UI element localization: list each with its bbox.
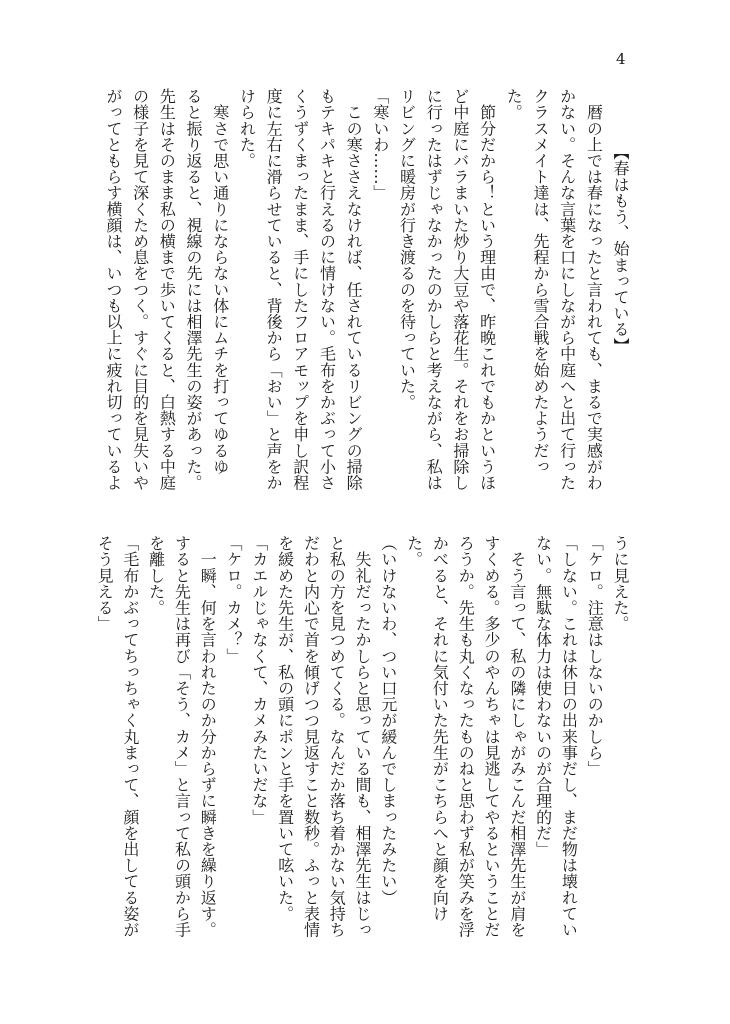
section-title: 【春はもう、始まっている】 bbox=[611, 144, 630, 354]
page-number: 4 bbox=[616, 50, 626, 68]
text-line: 「ケロ。注意はしないのかしら」 bbox=[585, 535, 605, 777]
text-line: た。 bbox=[404, 535, 424, 568]
text-line: かない。そんな言葉を口にしながら中庭へと出て行った bbox=[557, 88, 577, 491]
text-line: そう見える」 bbox=[95, 535, 115, 632]
text-line: すくめる。多少のやんちゃは見逃してやるということだ bbox=[482, 535, 502, 938]
text-line: 「ケロ。カメ？」 bbox=[224, 535, 244, 664]
text-line: 暦の上では春になったと言われても、まるで実感がわ bbox=[584, 88, 604, 491]
text-line: 先生はそのまま私の横まで歩いてくると、白熱する中庭 bbox=[157, 88, 177, 491]
text-line: ど中庭にバラまいた炒り大豆や落花生。それをお掃除し bbox=[450, 88, 470, 491]
text-line: （いけないわ、つい口元が緩んでしまったみたい） bbox=[378, 535, 398, 906]
text-line: かべると、それに気付いた先生がこちらへと顔を向け bbox=[430, 535, 450, 922]
text-line: うに見えた。 bbox=[611, 535, 630, 632]
text-line: この寒ささえなければ、任されているリビングの掃除 bbox=[344, 88, 364, 491]
text-line: ろうか。先生も丸くなったものねと思わず私が笑みを浮 bbox=[456, 535, 476, 938]
text-line: ると振り返ると、視線の先には相澤先生の姿があった。 bbox=[184, 88, 203, 491]
text-line: 寒さで思い通りにならない体にムチを打ってゆるゆ bbox=[210, 88, 230, 475]
text-line: だわと内心で首を傾げつつ見返すこと数秒。ふっと表情 bbox=[301, 535, 321, 938]
text-line: 「しない。これは休日の出来事だし、まだ物は壊れてい bbox=[559, 535, 579, 938]
text-line: そう言って、私の隣にしゃがみこんだ相澤先生が肩を bbox=[507, 535, 527, 938]
text-line: けられた。 bbox=[237, 88, 257, 169]
text-line: 度に左右に滑らせていると、背後から「おい」と声をか bbox=[264, 88, 284, 491]
text-line: クラスメイト達は、先程から雪合戦を始めたようだっ bbox=[530, 88, 550, 475]
text-line: もテキパキと行えるのに情けない。毛布をかぶって小さ bbox=[317, 88, 337, 491]
text-line: 「毛布かぶってちっちゃく丸まって、顔を出してる姿が bbox=[120, 535, 140, 938]
text-line: がってともらす横顔は、いつも以上に疲れ切っているよ bbox=[103, 88, 123, 491]
text-line: 一瞬、何を言われたのか分からずに瞬きを繰り返す。 bbox=[198, 535, 218, 938]
text-line: くうずくまったまま、手にしたフロアモップを申し訳程 bbox=[290, 88, 310, 491]
text-line: 「寒いわ……」 bbox=[370, 88, 390, 201]
text-line: リビングに暖房が行き渡るのを待っていた。 bbox=[397, 88, 417, 410]
text-line: 「カエルじゃなくて、カメみたいだな」 bbox=[249, 535, 269, 825]
text-line: と私の方を見つめてくる。なんだか落ち着かない気持ち bbox=[327, 535, 347, 938]
text-line: 失礼だったかしらと思っている間も、相澤先生はじっ bbox=[353, 535, 373, 938]
text-block-top bbox=[99, 88, 633, 498]
text-line: すると先生は再び「そう、カメ」と言って私の頭から手 bbox=[172, 535, 192, 938]
text-line: を緩めた先生が、私の頭にポンと手を置いて呟いた。 bbox=[275, 535, 295, 922]
text-line: ない。無駄な体力は使わないのが合理的だ」 bbox=[533, 535, 553, 857]
text-line: た。 bbox=[504, 88, 524, 121]
text-line: の様子を見て深くため息をつく。すぐに目的を見失いや bbox=[130, 88, 150, 491]
text-line: を離した。 bbox=[146, 535, 166, 616]
text-block-bottom bbox=[91, 535, 633, 945]
text-line: 節分だから！という理由で、昨晩これでもかというほ bbox=[477, 88, 497, 491]
text-line: に行ったはずじゃなかったのかしらと考えながら、私は bbox=[424, 88, 444, 491]
